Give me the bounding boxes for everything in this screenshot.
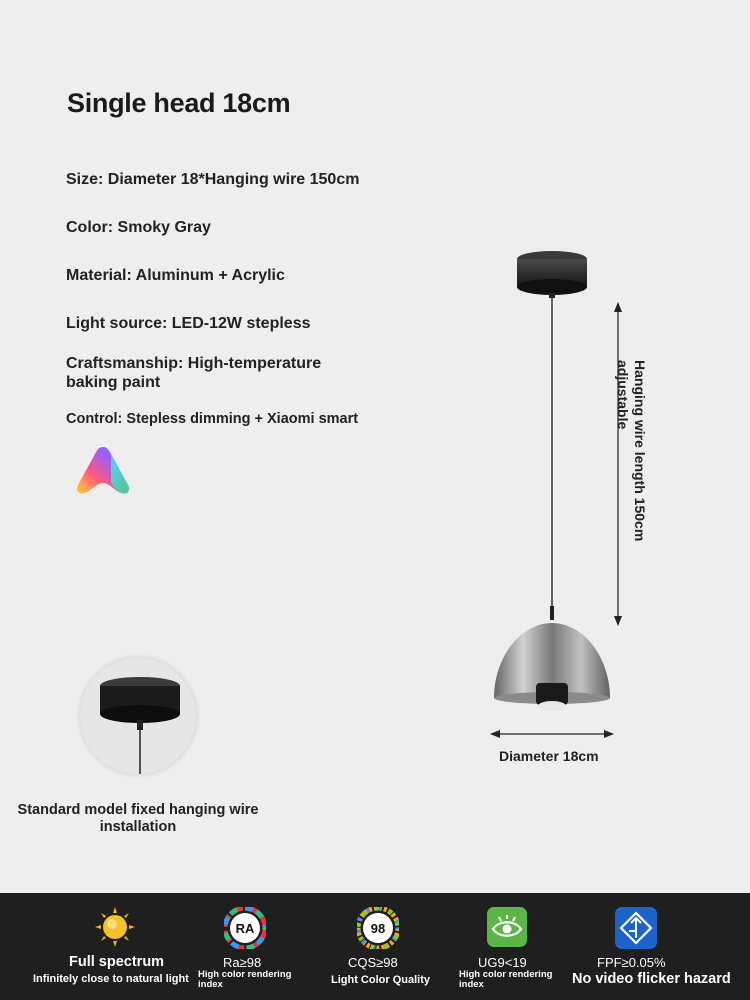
feature-subtitle: No video flicker hazard: [572, 971, 731, 987]
spec-light-source: Light source: LED-12W stepless: [66, 315, 311, 332]
cqs-icon: [357, 907, 399, 949]
feature-cqs: [320, 893, 440, 1000]
flicker-icon: [615, 907, 657, 949]
feature-subtitle: Infinitely close to natural light: [33, 973, 189, 985]
feature-subtitle: High color rendering index: [198, 969, 292, 990]
feature-title: Ra≥98: [223, 955, 262, 970]
spec-material: Material: Aluminum + Acrylic: [66, 267, 285, 284]
feature-subtitle: Light Color Quality: [331, 974, 430, 986]
wire-length-label: Hanging wire length 150cm adjustable: [615, 360, 648, 542]
eye-icon: [487, 907, 527, 947]
installation-caption: Standard model fixed hanging wire installation: [17, 802, 259, 835]
features-footer: [0, 893, 750, 1000]
diameter-label: Diameter 18cm: [499, 748, 599, 764]
cqs-badge: 98: [370, 921, 386, 936]
feature-subtitle: High color rendering index: [459, 969, 553, 990]
feature-title: CQS≥98: [348, 955, 398, 970]
spec-color: Color: Smoky Gray: [66, 219, 211, 236]
sun-icon: [93, 905, 137, 949]
spec-size: Size: Diameter 18*Hanging wire 150cm: [66, 171, 360, 188]
ra-badge: RA: [235, 921, 255, 936]
feature-flicker: [565, 893, 745, 1000]
feature-ugr: [450, 893, 570, 1000]
page-title: Single head 18cm: [67, 88, 291, 118]
feature-title: UG9<19: [478, 955, 527, 970]
feature-title: Full spectrum: [69, 954, 165, 970]
installation-detail-image: [80, 658, 196, 774]
ra-icon: [224, 907, 266, 949]
feature-ra: [190, 893, 310, 1000]
feature-title: FPF≥0.05%: [597, 955, 666, 970]
feature-full-spectrum: [0, 893, 189, 1000]
spec-craftsmanship: Craftsmanship: High-temperature baking paint: [66, 355, 322, 391]
xiaomi-home-app-icon: [74, 443, 132, 497]
spec-control: Control: Stepless dimming + Xiaomi smart: [66, 411, 359, 427]
